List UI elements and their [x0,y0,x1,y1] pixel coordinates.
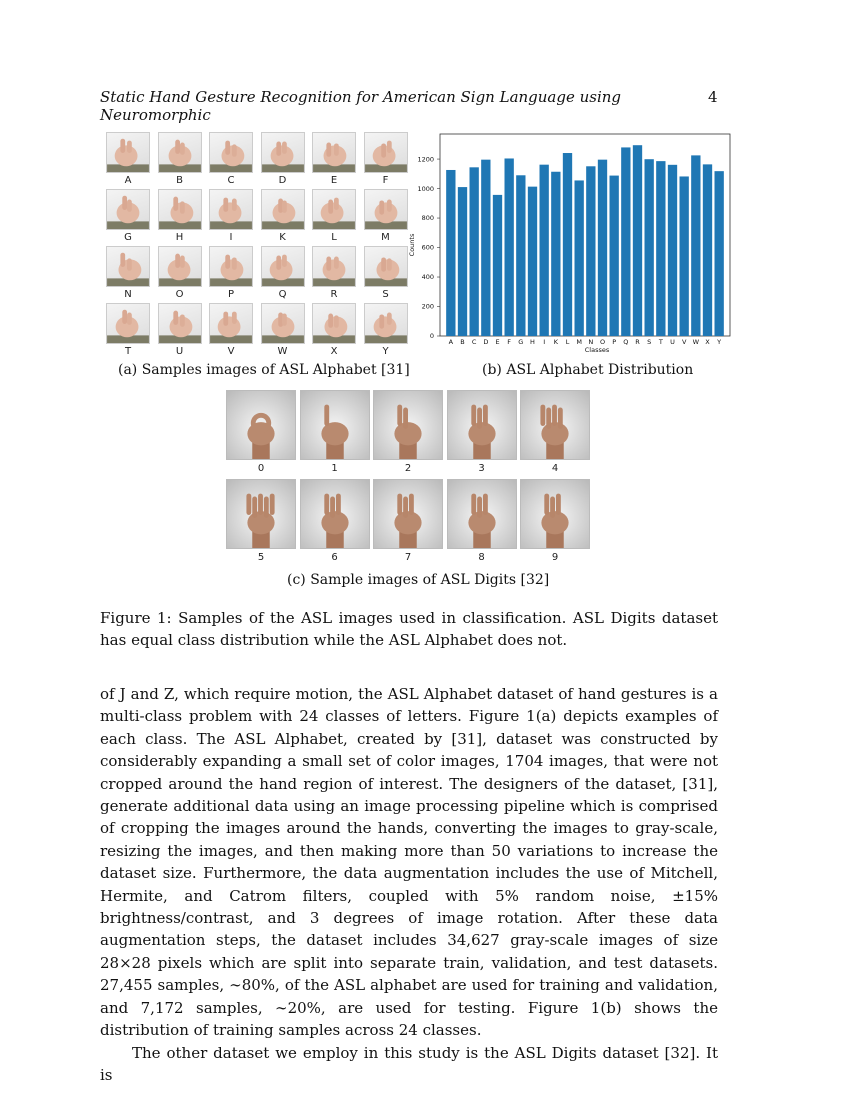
bar-t [656,161,665,336]
sample-label-v: V [227,346,235,357]
x-tick-label: O [599,338,606,346]
bar-m [575,180,584,336]
digit-label-7: 7 [404,552,412,563]
y-tick-label: 1200 [417,155,434,164]
bar-u [668,165,677,336]
digit-sample-image-4 [520,390,590,460]
sample-label-g: G [124,232,132,243]
body-text [100,683,718,1086]
sample-label-e: E [330,175,338,186]
digit-label-5: 5 [257,552,265,563]
x-tick-label: B [460,338,465,346]
sample-image-s [364,246,408,287]
sample-image-l [312,189,356,230]
body-paragraph: of J and Z, which require motion, the ASL Alphabet dataset of hand gestures is a multi-class problem with 24 classes of letters. Figure 1(a) depicts examples of each class. The ASL Alphabet, created by [31], dataset was constructed by considerably expanding a small set of color images, 1704 images, that were not cropped around the hand region of interest. The designers of the dataset, [31], generate additional data using an image processing pipeline which is comprised of cropping the images around the hands, converting the images to gray-scale, resizing the images, and then making more than 50 variations to increase the dataset size. Furthermore, the data augmentation includes the use of Mitchell, Hermite, and Catrom filters, coupled with 5% random noise, ±15% brightness/contrast, and 3 degrees of image rotation. After these data augmentation steps, the dataset includes 34,627 gray-scale images of size 28×28 pixels which are split into separate train, validation, and test datasets. 27,455 samples, ∼80%, of the ASL alphabet are used for training and validation, and 7,172 samples, ∼20%, are used for testing. Figure 1(b) shows the distribution of training samples across 24 classes. [100,685,718,1040]
sample-label-t: T [124,346,132,357]
bar-r [633,145,642,336]
digit-sample-image-0 [226,390,296,460]
bar-y [715,171,724,336]
sample-image-m [364,189,408,230]
sample-label-c: C [227,175,235,186]
x-tick-label: H [530,338,535,346]
x-tick-label: C [471,338,477,346]
x-tick-label: E [495,338,500,346]
sample-label-u: U [175,346,184,357]
figure-c-caption: (c) Sample images of ASL Digits [32] [287,572,550,588]
sample-image-a [106,132,150,173]
digit-sample-image-5 [226,479,296,549]
bar-q [621,147,630,336]
digit-sample-image-8 [447,479,517,549]
sample-label-k: K [279,232,286,243]
bar-v [680,176,689,336]
digit-label-1: 1 [331,463,338,474]
sample-label-a: A [124,175,132,186]
x-tick-label: K [553,338,558,346]
running-title: Static Hand Gesture Recognition for American Sign Language using Neuromorphic [100,88,622,124]
y-tick-label: 600 [421,243,434,252]
sample-image-c [209,132,253,173]
sample-image-o [158,246,202,287]
sample-image-b [158,132,202,173]
sample-label-l: L [331,232,337,243]
sample-label-m: M [381,232,390,243]
sample-label-i: I [229,232,233,243]
figure-caption: Figure 1: Samples of the ASL images used in classification. ASL Digits dataset has equal class distribution while the ASL Alphabet does not. [100,609,718,649]
y-axis-label: Counts [408,233,416,257]
sample-image-h [158,189,202,230]
bar-h [528,187,537,336]
y-tick-label: 400 [421,273,434,282]
asl-alphabet-distribution-chart [404,130,734,358]
x-tick-label: V [681,338,687,346]
sample-label-b: B [176,175,183,186]
digit-sample-image-7 [373,479,443,549]
bar-l [563,153,572,336]
bar-n [586,166,595,336]
bar-a [446,170,455,336]
x-tick-label: Q [623,338,629,346]
bar-e [493,195,502,336]
x-tick-label: D [483,338,489,346]
sample-image-d [261,132,305,173]
sample-label-y: Y [382,346,389,357]
sample-image-i [209,189,253,230]
sample-label-o: O [175,289,184,300]
bar-w [691,155,700,336]
sample-image-q [261,246,305,287]
x-tick-label: P [612,338,617,346]
bar-d [481,160,490,336]
sample-image-r [312,246,356,287]
bar-b [458,187,467,336]
digit-label-0: 0 [257,463,265,474]
x-tick-label: U [670,338,675,346]
sample-image-e [312,132,356,173]
x-tick-label: I [543,338,546,346]
x-tick-label: A [448,338,454,346]
y-tick-label: 200 [421,302,434,311]
x-tick-label: Y [717,338,722,346]
sample-image-t [106,303,150,344]
sample-image-w [261,303,305,344]
sample-label-s: S [382,289,389,300]
digit-label-6: 6 [331,552,338,563]
bar-p [610,176,619,336]
digit-sample-image-2 [373,390,443,460]
bar-x [703,164,712,336]
sample-image-f [364,132,408,173]
sample-label-n: N [124,289,132,300]
sample-label-x: X [330,346,338,357]
digit-label-4: 4 [551,463,559,474]
bar-s [645,159,654,336]
sample-label-d: D [278,175,287,186]
sample-label-r: R [330,289,338,300]
digit-sample-image-1 [300,390,370,460]
digit-sample-image-9 [520,479,590,549]
sample-image-k [261,189,305,230]
bar-o [598,160,607,336]
sample-label-f: F [382,175,389,186]
digit-label-9: 9 [551,552,559,563]
digit-label-8: 8 [478,552,485,563]
digit-sample-image-3 [447,390,517,460]
sample-image-u [158,303,202,344]
x-tick-label: M [576,338,582,346]
digit-label-3: 3 [478,463,485,474]
bar-i [540,165,549,336]
sample-label-h: H [175,232,184,243]
x-tick-label: G [518,338,524,346]
bar-g [516,175,525,336]
x-tick-label: W [692,338,700,346]
y-tick-label: 800 [421,214,434,223]
y-tick-label: 1000 [417,184,434,193]
bar-c [470,167,479,336]
sample-label-w: W [277,346,288,357]
sample-image-y [364,303,408,344]
asl-alphabet-samples-figure [104,132,406,357]
asl-digits-samples-figure [226,390,592,565]
x-tick-label: S [647,338,652,346]
x-axis-label: Classes [584,346,610,354]
x-tick-label: T [658,338,663,346]
page-number: 4 [708,88,718,106]
sample-label-p: P [227,289,235,300]
figure-b-caption: (b) ASL Alphabet Distribution [482,362,694,378]
x-tick-label: L [565,338,570,346]
bar-f [505,158,514,336]
y-tick-label: 0 [429,332,434,341]
sample-image-p [209,246,253,287]
figure-a-caption: (a) Samples images of ASL Alphabet [31] [118,362,410,378]
digit-label-2: 2 [404,463,412,474]
body-paragraph: The other dataset we employ in this study is the ASL Digits dataset [32]. It is [100,1043,718,1084]
x-tick-label: F [507,338,512,346]
x-tick-label: X [705,338,710,346]
sample-image-v [209,303,253,344]
chart-svg [404,130,734,358]
sample-label-q: Q [278,289,287,300]
bar-k [551,172,560,336]
x-tick-label: R [635,338,640,346]
sample-image-n [106,246,150,287]
sample-image-x [312,303,356,344]
digit-sample-image-6 [300,479,370,549]
sample-image-g [106,189,150,230]
x-tick-label: N [588,338,594,346]
